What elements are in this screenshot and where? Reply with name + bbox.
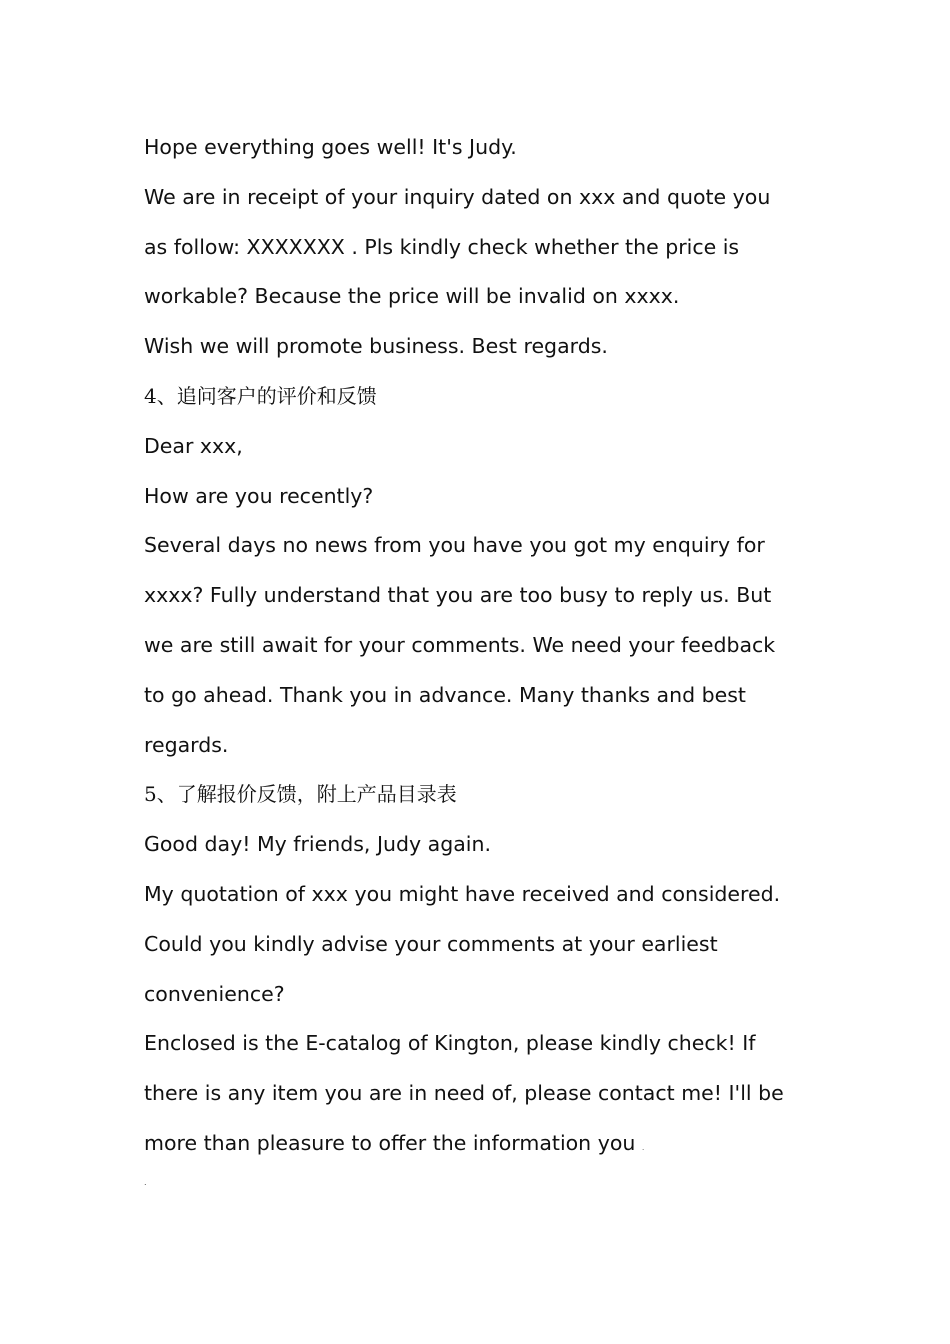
body-line: Enclosed is the E-catalog of Kington, please kindly check! If (144, 1031, 756, 1056)
body-line: there is any item you are in need of, please contact me! I'll be (144, 1081, 784, 1106)
body-line-last (144, 1119, 804, 1169)
salutation-line: Dear xxx, (144, 433, 243, 458)
greeting-line: Hope everything goes well! It's Judy. (144, 135, 517, 159)
body-line: Several days no news from you have you got my enquiry for (144, 533, 765, 558)
body-line: workable? Because the price will be invalid on xxxx. (144, 284, 680, 309)
body-line: we are still await for your comments. We need your feedback (144, 632, 776, 657)
closing-line: Wish we will promote business. Best regards. (144, 334, 608, 359)
greeting-line: Good day! My friends, Judy again. (144, 832, 491, 857)
last-line-text: more than pleasure to offer the information you (144, 1130, 636, 1155)
section-heading-4: 4、追问客户的评价和反馈 (144, 383, 377, 408)
body-line: as follow: XXXXXXX . Pls kindly check whether the price is (144, 234, 740, 259)
section-heading-5: 5、了解报价反馈，附上产品目录表 (144, 782, 457, 807)
body-line: Could you kindly advise your comments at your earliest (144, 931, 718, 956)
body-line: How are you recently? (144, 483, 374, 508)
closing-line: regards. (144, 732, 229, 757)
body-line: We are in receipt of your inquiry dated on xxx and quote you (144, 184, 771, 209)
end-mark: . (144, 1178, 147, 1187)
body-line: to go ahead. Thank you in advance. Many thanks and best (144, 682, 746, 707)
document-body (144, 123, 804, 1169)
body-line: xxxx? Fully understand that you are too busy to reply us. But (144, 583, 772, 608)
trailing-mark: . (641, 1142, 645, 1152)
body-line: My quotation of xxx you might have received and considered. (144, 881, 781, 906)
body-line: convenience? (144, 981, 285, 1006)
